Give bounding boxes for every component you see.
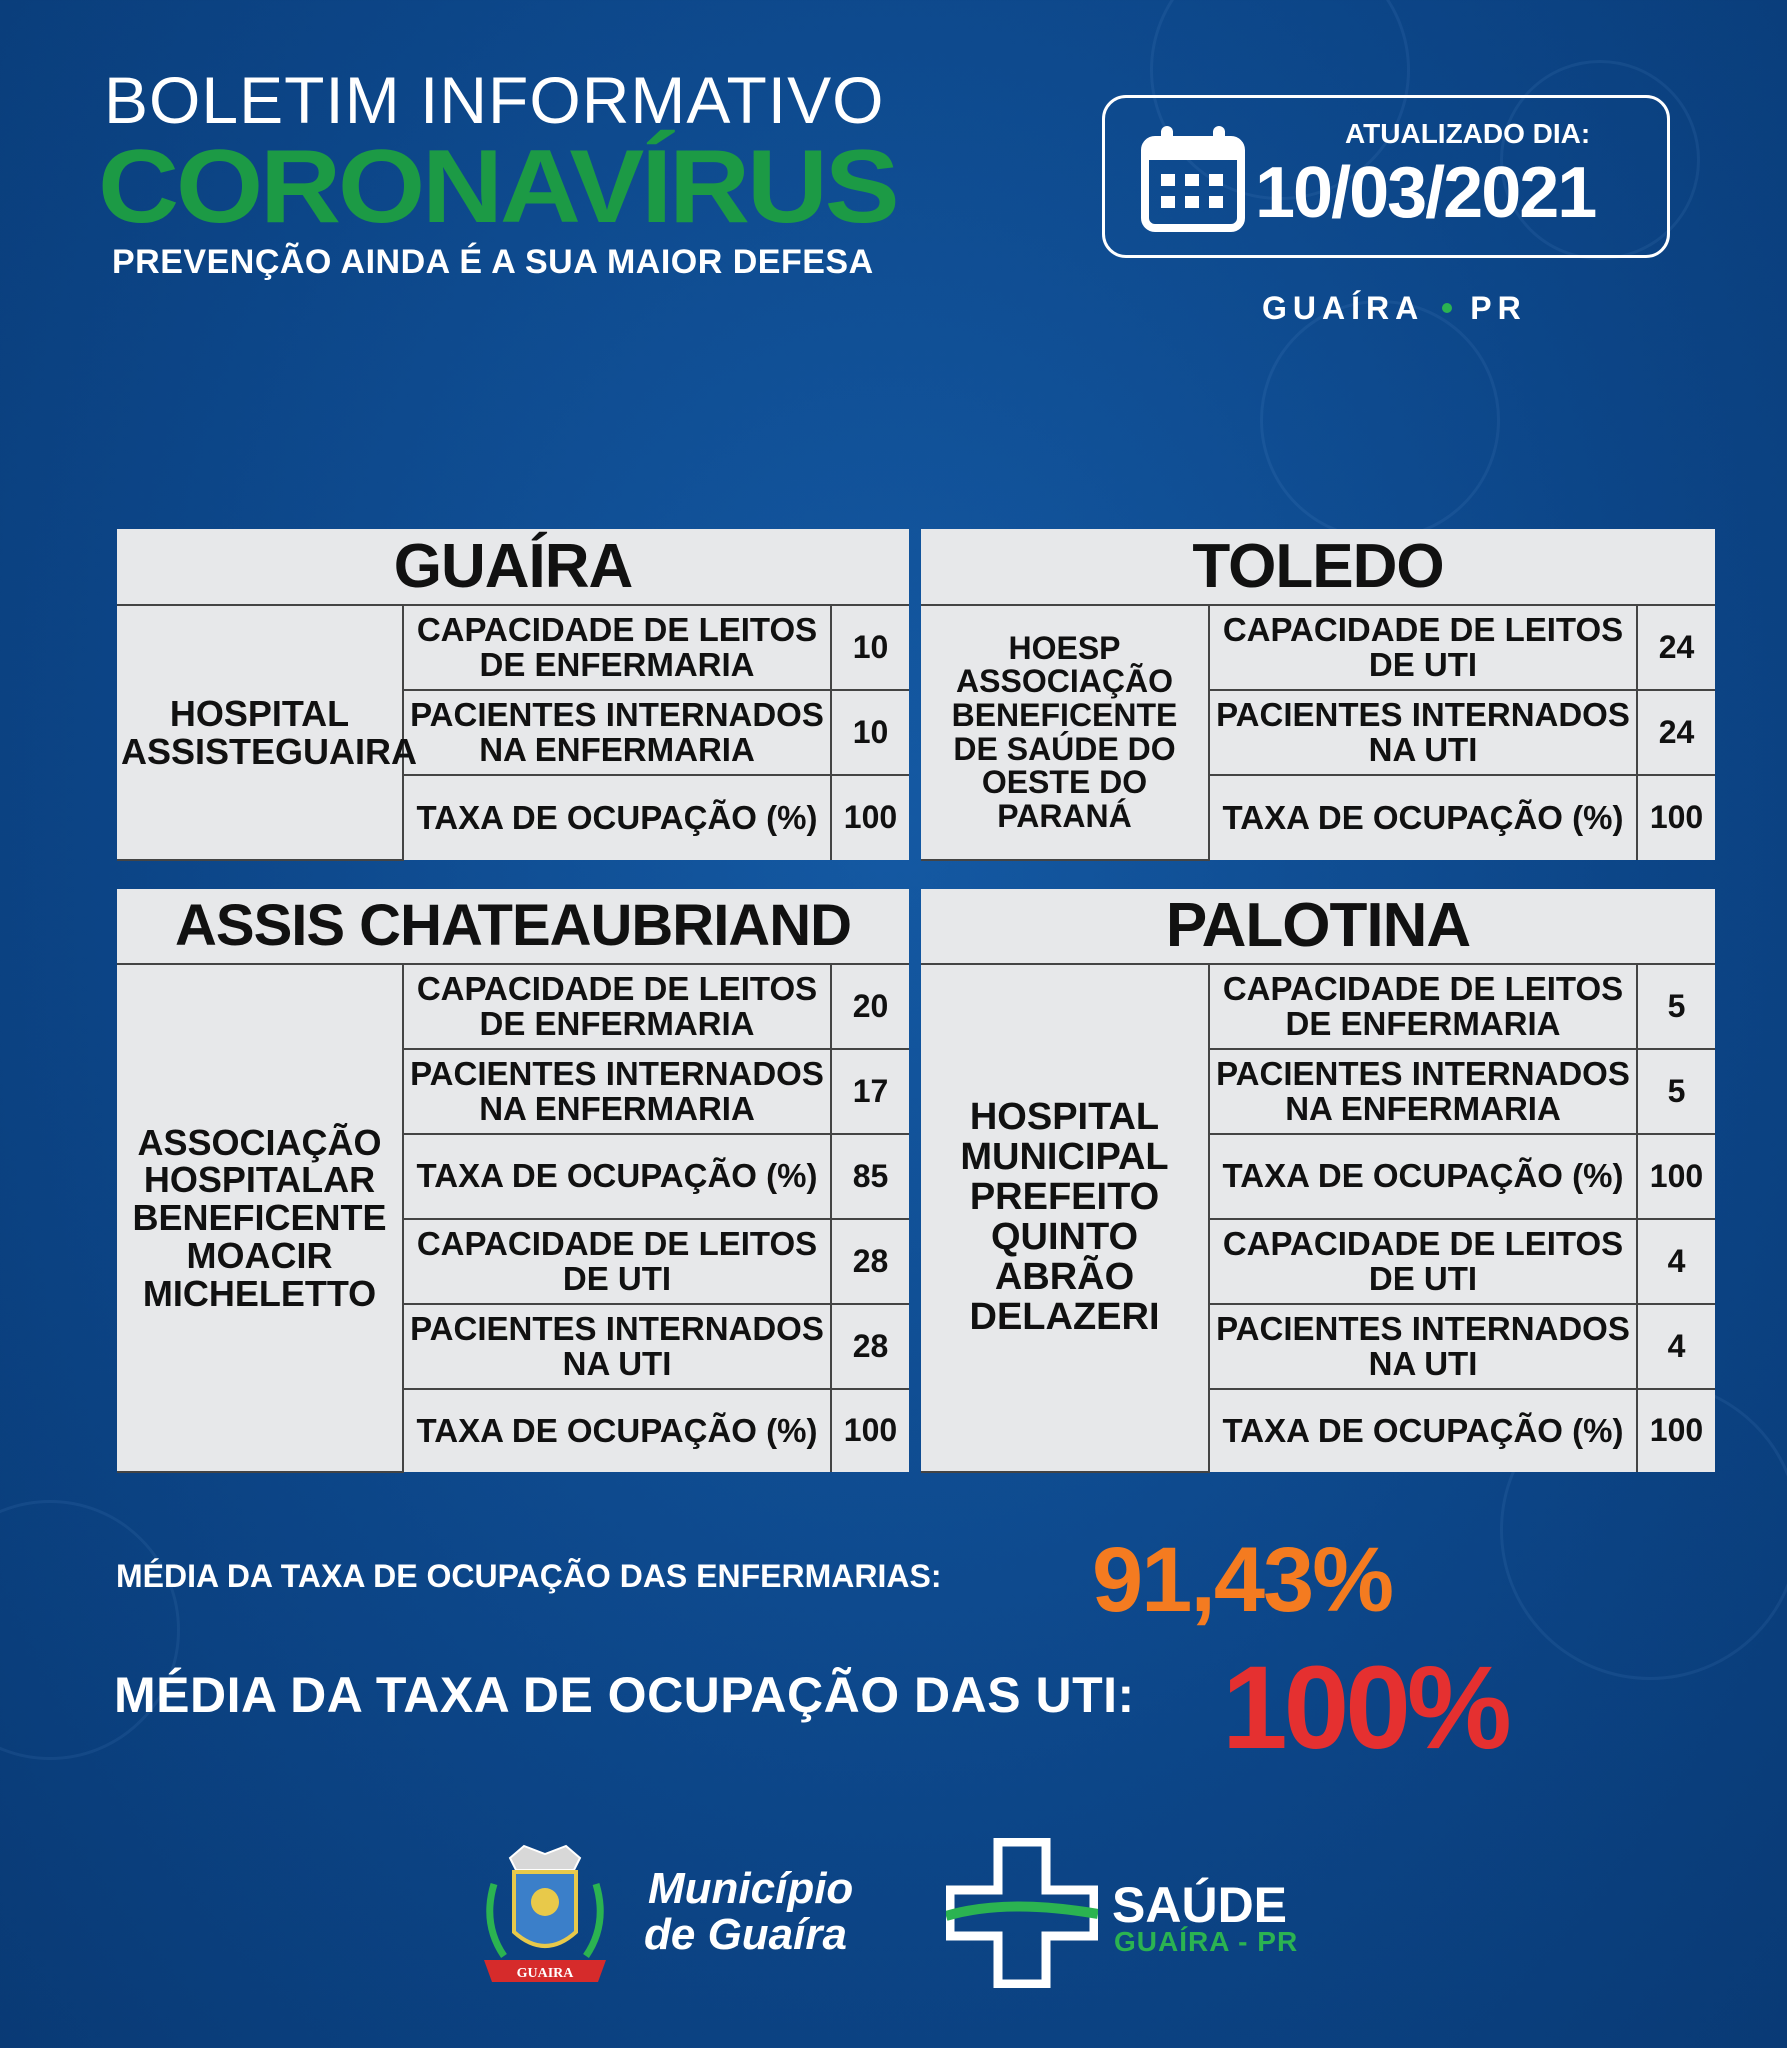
municipio-line1: Município (648, 1864, 854, 1913)
card-guaira (117, 529, 909, 860)
saude-line2: GUAÍRA - PR (1114, 1926, 1299, 1957)
calendar-icon (1141, 124, 1245, 232)
bulletin-title: BOLETIM INFORMATIVO (104, 63, 885, 137)
card-title: PALOTINA (921, 889, 1715, 964)
card-title: ASSIS CHATEAUBRIAND (117, 889, 909, 964)
metric-label: TAXA DE OCUPAÇÃO (%) (403, 1134, 831, 1219)
metric-value: 5 (1637, 1049, 1715, 1134)
update-date-box (1102, 95, 1670, 258)
metric-value: 100 (831, 1389, 909, 1472)
metric-label: CAPACIDADE DE LEITOS DE UTI (1209, 1219, 1637, 1304)
avg-uti-label: MÉDIA DA TAXA DE OCUPAÇÃO DAS UTI: (114, 1667, 1135, 1723)
metric-value: 28 (831, 1219, 909, 1304)
hospital-name: HOSPITAL MUNICIPAL PREFEITO QUINTO ABRÃO DELAZERI (921, 964, 1209, 1472)
metric-value: 28 (831, 1304, 909, 1389)
saude-line1: SAÚDE (1112, 1877, 1288, 1933)
metric-label: CAPACIDADE DE LEITOS DE ENFERMARIA (1209, 964, 1637, 1049)
card-palotina (921, 889, 1715, 1472)
metric-value: 4 (1637, 1304, 1715, 1389)
card-title: GUAÍRA (117, 529, 909, 605)
update-label: ATUALIZADO DIA: (1345, 118, 1591, 149)
metric-value: 100 (831, 775, 909, 860)
card-title: TOLEDO (921, 529, 1715, 605)
metric-value: 85 (831, 1134, 909, 1219)
metric-label: TAXA DE OCUPAÇÃO (%) (1209, 775, 1637, 860)
coronavirus-heading: CORONAVÍRUS (98, 129, 897, 245)
metric-value: 10 (831, 690, 909, 775)
card-toledo (921, 529, 1715, 860)
metric-value: 24 (1637, 605, 1715, 690)
bulletin-subtitle: PREVENÇÃO AINDA É A SUA MAIOR DEFESA (112, 243, 874, 281)
metric-label: TAXA DE OCUPAÇÃO (%) (1209, 1134, 1637, 1219)
hospital-name: ASSOCIAÇÃO HOSPITALAR BENEFICENTE MOACIR MICHELETTO (117, 964, 403, 1472)
metric-value: 5 (1637, 964, 1715, 1049)
metric-label: PACIENTES INTERNADOS NA UTI (403, 1304, 831, 1389)
health-cross-icon (946, 1838, 1098, 1988)
coat-of-arms-icon (474, 1844, 616, 1994)
metric-label: PACIENTES INTERNADOS NA UTI (1209, 690, 1637, 775)
location-state: PR (1470, 290, 1527, 326)
metric-value: 24 (1637, 690, 1715, 775)
metric-label: TAXA DE OCUPAÇÃO (%) (403, 775, 831, 860)
metric-value: 17 (831, 1049, 909, 1134)
metric-value: 4 (1637, 1219, 1715, 1304)
metric-label: CAPACIDADE DE LEITOS DE UTI (1209, 605, 1637, 690)
metric-label: PACIENTES INTERNADOS NA ENFERMARIA (403, 1049, 831, 1134)
update-date: 10/03/2021 (1255, 153, 1596, 233)
avg-enfermarias-value: 91,43% (1092, 1529, 1393, 1631)
metric-value: 100 (1637, 1389, 1715, 1472)
location-city: GUAÍRA (1262, 290, 1425, 326)
metric-label: PACIENTES INTERNADOS NA UTI (1209, 1304, 1637, 1389)
card-assis-chateaubriand (117, 889, 909, 1472)
metric-value: 100 (1637, 775, 1715, 860)
avg-uti-value: 100% (1222, 1642, 1508, 1774)
metric-label: TAXA DE OCUPAÇÃO (%) (403, 1389, 831, 1472)
coat-banner-text: GUAIRA (516, 1966, 574, 1981)
metric-value: 100 (1637, 1134, 1715, 1219)
hospital-name: HOSPITAL ASSISTEGUAIRA (117, 605, 403, 860)
metric-label: TAXA DE OCUPAÇÃO (%) (1209, 1389, 1637, 1472)
metric-label: PACIENTES INTERNADOS NA ENFERMARIA (403, 690, 831, 775)
metric-label: CAPACIDADE DE LEITOS DE ENFERMARIA (403, 964, 831, 1049)
location-label (1262, 290, 1527, 327)
separator-dot-icon (1442, 303, 1452, 313)
metric-label: PACIENTES INTERNADOS NA ENFERMARIA (1209, 1049, 1637, 1134)
metric-value: 10 (831, 605, 909, 690)
hospital-name: HOESP ASSOCIAÇÃO BENEFICENTE DE SAÚDE DO OESTE DO PARANÁ (921, 605, 1209, 860)
metric-label: CAPACIDADE DE LEITOS DE ENFERMARIA (403, 605, 831, 690)
municipio-line2: de Guaíra (644, 1910, 847, 1959)
background-decoration (1260, 300, 1500, 540)
metric-label: CAPACIDADE DE LEITOS DE UTI (403, 1219, 831, 1304)
metric-value: 20 (831, 964, 909, 1049)
avg-enfermarias-label: MÉDIA DA TAXA DE OCUPAÇÃO DAS ENFERMARIAS: (116, 1558, 942, 1594)
